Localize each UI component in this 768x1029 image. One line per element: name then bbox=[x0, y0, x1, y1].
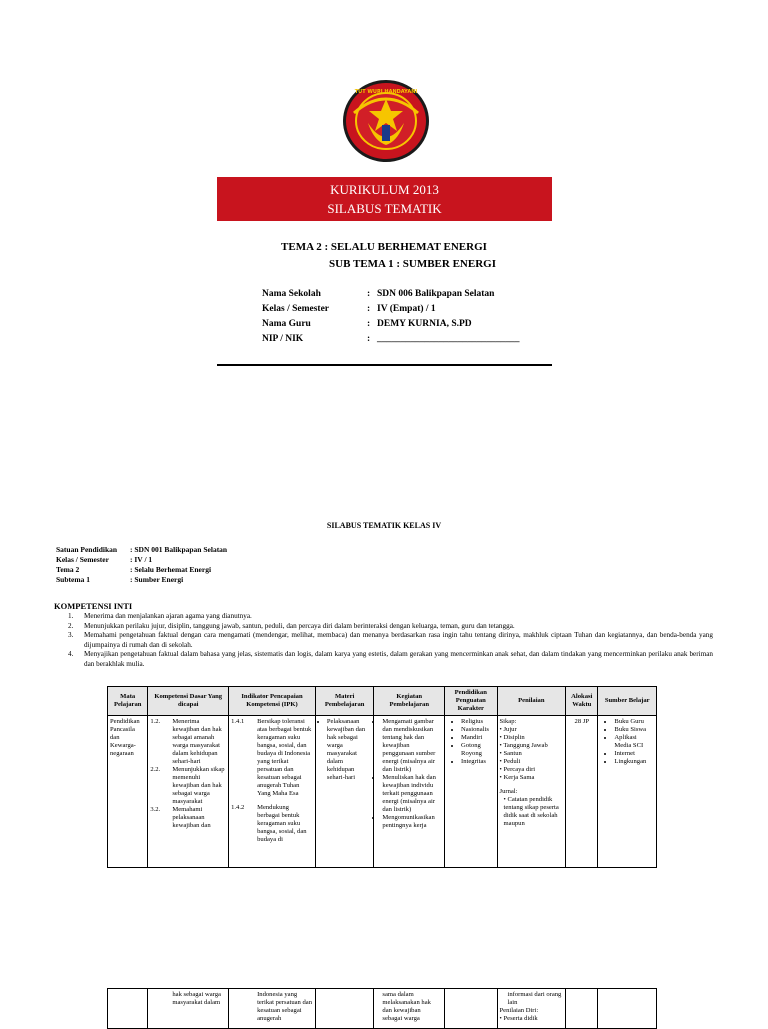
satuan-row bbox=[56, 555, 227, 565]
penilaian-item: • Peserta didik bbox=[499, 1015, 538, 1022]
kegiatan-item: • Mengomunikasikan pentingnya kerja bbox=[382, 814, 442, 830]
karakter-cell bbox=[445, 989, 497, 1029]
ki-text: Menerima dan menjalankan ajaran agama yang dianutnya. bbox=[84, 612, 252, 620]
karakter-item: • Religius bbox=[461, 718, 494, 726]
karakter-item: • Gotong Royong bbox=[461, 742, 494, 758]
tema-title: TEMA 2 : SELALU BERHEMAT ENERGI bbox=[281, 241, 487, 253]
info-value: DEMY KURNIA, S.PD bbox=[377, 319, 472, 329]
ki-text: Menyajikan pengetahuan faktual dalam bahasa yang jelas, sistematis dan logis, dalam karya yang estetis, dalam gerakan yang mencerminkan anak sehat, dan dalam tindakan yang mencerminkan perilaku anak beriman dan berakhlak mulia. bbox=[84, 650, 713, 668]
kd-number: 1.2. bbox=[150, 718, 161, 725]
materi-cell bbox=[315, 716, 374, 868]
ki-text: Memahami pengetahuan faktual dengan cara mengamati (mendengar, melihat, membaca) dan menanya berdasarkan rasa ingin tahu tentang dirinya, makhluk ciptaan Tuhan dan kegiatannya, dan benda-benda yang dijumpainya di rumah dan di sekolah. bbox=[84, 631, 713, 649]
sumber-item: • Buku Guru bbox=[614, 718, 654, 726]
info-row bbox=[262, 289, 520, 304]
kd-item bbox=[150, 806, 226, 830]
satuan-key: Tema 2 bbox=[56, 565, 80, 574]
svg-text:TUT WURI HANDAYANI: TUT WURI HANDAYANI bbox=[354, 89, 418, 95]
mapel-cell: Pendidikan Pancasila dan Kewarga-negaraan bbox=[108, 716, 148, 868]
jurnal-text: • Catatan pendidik tentang sikap peserta didik saat di sekolah maupun bbox=[503, 796, 559, 827]
ipk-number: 1.4.1 bbox=[231, 718, 245, 725]
info-row bbox=[262, 319, 520, 334]
ipk-item bbox=[231, 804, 313, 844]
penilaian-item: • Percaya diri bbox=[499, 766, 536, 773]
penilaian-diri: Penilaian Diri: bbox=[499, 1007, 539, 1014]
table-row bbox=[108, 716, 657, 868]
penilaian-item: • Disiplin bbox=[499, 734, 525, 741]
info-key: NIP / NIK bbox=[262, 334, 304, 344]
info-key: Nama Sekolah bbox=[262, 289, 321, 299]
info-key: Nama Guru bbox=[262, 319, 311, 329]
penilaian-cell bbox=[497, 989, 566, 1029]
kd-item bbox=[150, 766, 226, 806]
kegiatan-item: • Mengamati gambar dan mendiskusikan tentang hak dan kewajiban penggunaan sumber energi (misalnya air dan listrik) bbox=[382, 718, 442, 774]
kd-cell: hak sebagai warga masyarakat dalam bbox=[148, 989, 229, 1029]
alokasi-cell bbox=[566, 989, 598, 1029]
info-colon: : bbox=[367, 334, 371, 344]
satuan-row bbox=[56, 575, 227, 585]
header-cell: Alokasi Waktu bbox=[566, 687, 598, 716]
satuan-key: Subtema 1 bbox=[56, 575, 90, 584]
kd-number: 3.2. bbox=[150, 806, 161, 813]
sumber-cell bbox=[598, 989, 657, 1029]
info-colon: : bbox=[367, 304, 371, 314]
title-banner bbox=[217, 177, 552, 221]
ki-item bbox=[68, 622, 713, 632]
satuan-value: : IV / 1 bbox=[130, 555, 153, 564]
satuan-value: : SDN 001 Balikpapan Selatan bbox=[130, 545, 228, 554]
satuan-value: : Selalu Berhemat Energi bbox=[130, 565, 212, 574]
header-cell: Sumber Belajar bbox=[598, 687, 657, 716]
penilaian-item: • Peduli bbox=[499, 758, 521, 765]
silabus-title: SILABUS TEMATIK bbox=[327, 201, 442, 216]
sumber-item: • Aplikasi Media SCI bbox=[614, 734, 654, 750]
kegiatan-cell bbox=[374, 716, 445, 868]
ki-number: 4. bbox=[68, 650, 74, 658]
ipk-number: 1.4.2 bbox=[231, 804, 245, 811]
satuan-info bbox=[56, 545, 227, 585]
materi-cell bbox=[315, 989, 374, 1029]
kd-text: Memahami pelaksanaan kewajiban dan bbox=[172, 806, 211, 829]
table-row bbox=[108, 989, 657, 1029]
tut-wuri-handayani-logo bbox=[342, 79, 430, 163]
kegiatan-cell: sama dalam melaksanakan hak dan kewajiban sebagai warga bbox=[374, 989, 445, 1029]
ipk-text: Mendukung berbagai bentuk keragaman suku bangsa, sosial, dan budaya di bbox=[257, 804, 307, 843]
info-key: Kelas / Semester bbox=[262, 304, 330, 314]
table-header-row bbox=[108, 687, 657, 716]
ipk-cell: Indonesia yang terikat persatuan dan kesatuan sebagai anugerah bbox=[229, 989, 316, 1029]
penilaian-item: • Santun bbox=[499, 750, 522, 757]
ipk-item bbox=[231, 718, 313, 798]
penilaian-sikap: Sikap: bbox=[499, 718, 517, 725]
satuan-row bbox=[56, 545, 227, 555]
penilaian-cell bbox=[497, 716, 566, 868]
header-cell: Materi Pembelajaran bbox=[315, 687, 374, 716]
header-cell: Indikator Pencapaian Kompetensi (IPK) bbox=[229, 687, 316, 716]
silabus-table bbox=[107, 686, 657, 868]
sumber-item: • Lingkungan bbox=[614, 758, 654, 766]
page-title: SILABUS TEMATIK KELAS IV bbox=[326, 521, 442, 530]
karakter-item: • Integritas bbox=[461, 758, 494, 766]
karakter-cell bbox=[445, 716, 497, 868]
kd-text: Menerima kewajiban dan hak sebagai amanah warga masyarakat dalam kehidupan sehari-hari bbox=[172, 718, 222, 765]
karakter-item: • Nasionalis bbox=[461, 726, 494, 734]
kd-number: 2.2. bbox=[150, 766, 161, 773]
ki-item bbox=[68, 612, 713, 622]
info-row bbox=[262, 304, 520, 319]
header-cell: Mata Pelajaran bbox=[108, 687, 148, 716]
info-row bbox=[262, 334, 520, 349]
header-cell: Pendidikan Penguatan Karakter bbox=[445, 687, 497, 716]
info-value: SDN 006 Balikpapan Selatan bbox=[377, 289, 495, 299]
kd-cell bbox=[148, 716, 229, 868]
ki-item bbox=[68, 650, 713, 669]
satuan-row bbox=[56, 565, 227, 575]
header-cell: Kegiatan Pembelajaran bbox=[374, 687, 445, 716]
alokasi-cell: 28 JP bbox=[566, 716, 598, 868]
info-value: IV (Empat) / 1 bbox=[377, 304, 436, 314]
divider bbox=[217, 364, 552, 366]
header-cell: Kompetensi Dasar Yang dicapai bbox=[148, 687, 229, 716]
cover-info bbox=[262, 289, 520, 349]
kurikulum-title: KURIKULUM 2013 bbox=[330, 182, 439, 197]
materi-item: • Pelaksanaan kewajiban dan hak sebagai warga masyarakat dalam kehidupan sehari-hari bbox=[327, 718, 372, 782]
info-colon: : bbox=[367, 289, 371, 299]
ki-list bbox=[68, 612, 713, 669]
kegiatan-item: • Menuliskan hak dan kewajiban individu terkait penggunaan energi (misalnya air dan listrik) bbox=[382, 774, 442, 814]
satuan-value: : Sumber Energi bbox=[130, 575, 184, 584]
satuan-key: Kelas / Semester bbox=[56, 555, 109, 564]
sumber-item: • Internet bbox=[614, 750, 654, 758]
satuan-key: Satuan Pendidikan bbox=[56, 545, 118, 554]
sumber-cell bbox=[598, 716, 657, 868]
info-value: ______________________________ bbox=[377, 334, 520, 344]
karakter-item: • Mandiri bbox=[461, 734, 494, 742]
ki-number: 1. bbox=[68, 612, 74, 620]
mapel-cell bbox=[108, 989, 148, 1029]
ki-number: 3. bbox=[68, 631, 74, 639]
jurnal-label: Jurnal: bbox=[499, 788, 518, 795]
penilaian-item: • Kerja Sama bbox=[499, 774, 535, 781]
ki-number: 2. bbox=[68, 621, 74, 630]
header-cell: Penilaian bbox=[497, 687, 566, 716]
sumber-item: • Buku Siswa bbox=[614, 726, 654, 734]
penilaian-item: • Jujur bbox=[499, 726, 517, 733]
kd-text: Menunjukkan sikap memenuhi kewajiban dan hak sebagai warga masyarakat bbox=[172, 766, 225, 805]
silabus-table-continued bbox=[107, 988, 657, 1029]
info-colon: : bbox=[367, 319, 371, 329]
ki-heading: KOMPETENSI INTI bbox=[54, 601, 133, 611]
penilaian-text: informasi dari orang lain bbox=[507, 991, 562, 1006]
ki-text: Menunjukkan perilaku jujur, disiplin, tanggung jawab, santun, peduli, dan percaya diri dalam berinteraksi dengan keluarga, teman, guru dan tetangga. bbox=[84, 621, 515, 630]
ipk-cell bbox=[229, 716, 316, 868]
subtema-title: SUB TEMA 1 : SUMBER ENERGI bbox=[329, 258, 496, 270]
ki-item bbox=[68, 631, 713, 650]
penilaian-item: • Tanggung Jawab bbox=[499, 742, 548, 749]
ipk-text: Bersikap toleransi atas berbagai bentuk keragaman suku bangsa, sosial, dan budaya di Indonesia yang terikat persatuan dan kesatuan sebagai anugerah Tuhan Yang Maha Esa bbox=[257, 718, 312, 797]
kd-item bbox=[150, 718, 226, 766]
